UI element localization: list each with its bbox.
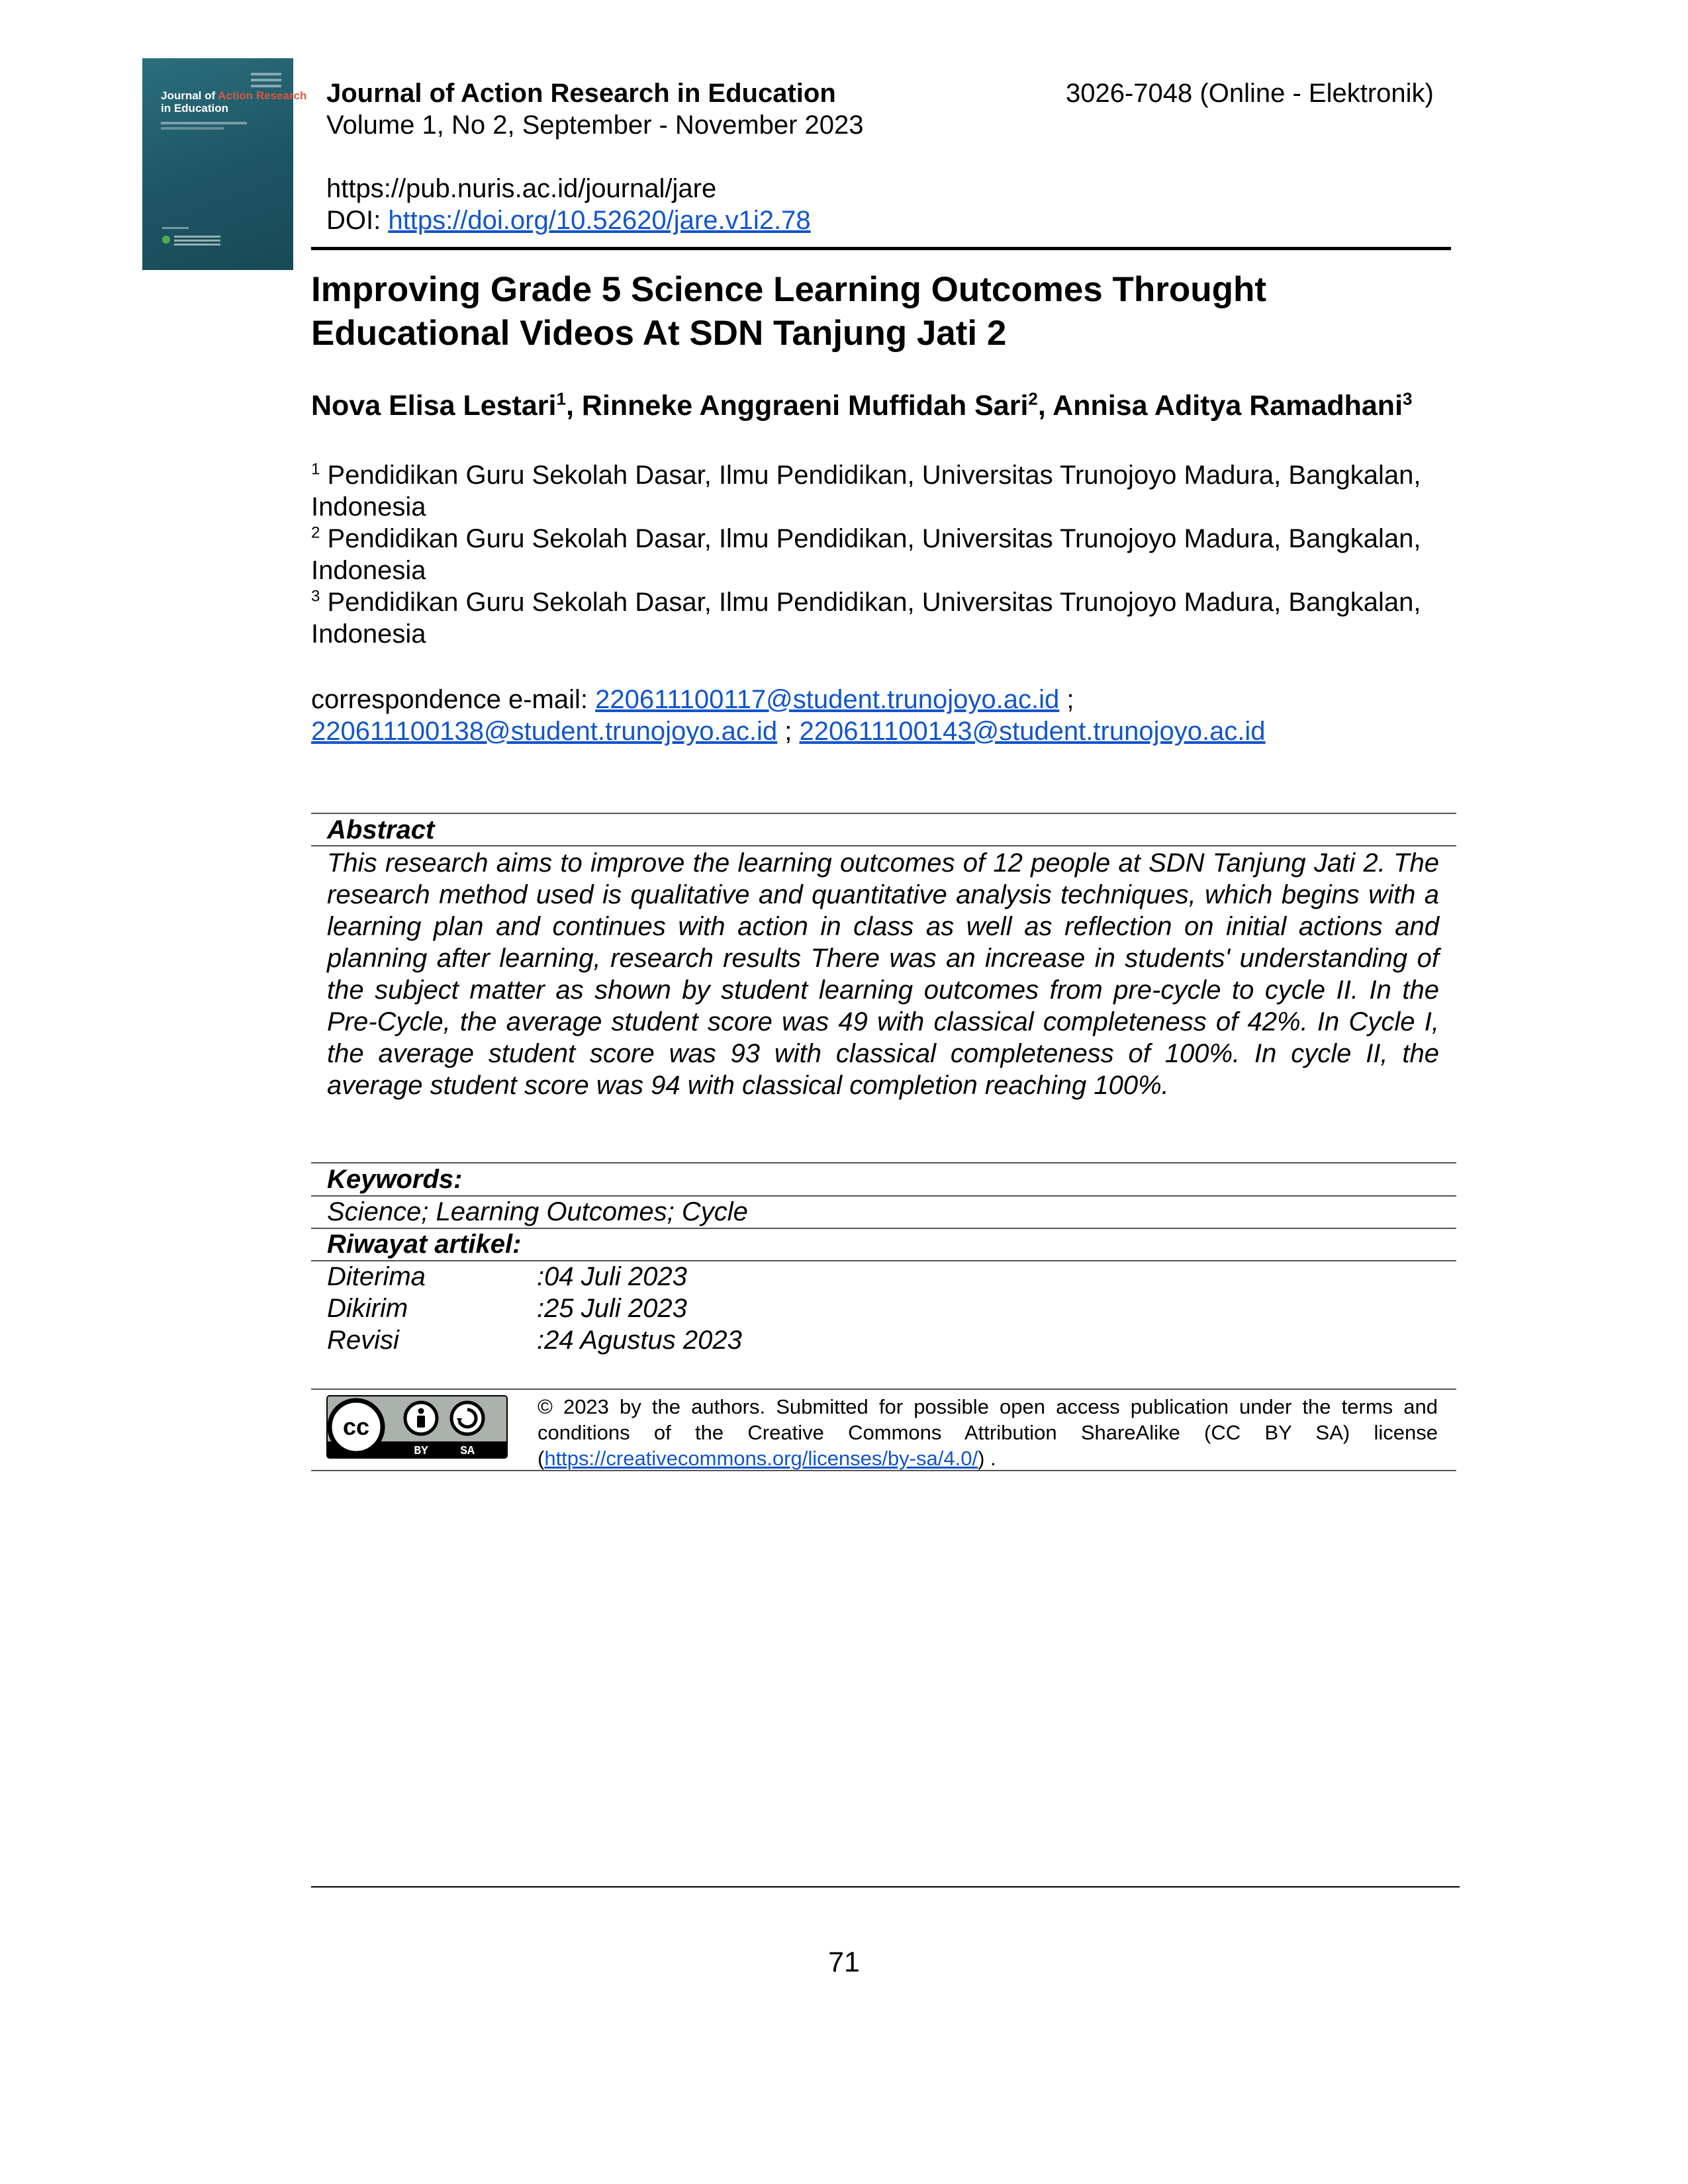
keywords-top-rule — [311, 1162, 1456, 1163]
email-separator: ; — [1059, 685, 1074, 714]
affiliation-item: $^1$ Pendidikan Guru Sekolah Dasar, Ilmu Pendidikan, Universitas Trunojoyo Madura, Bangkalan, Indonesia — [311, 460, 1421, 522]
article-title: Improving Grade 5 Science Learning Outcomes Throught Educational Videos At SDN Tanjung Jati 2 — [311, 270, 1267, 353]
history-label: Dikirim — [327, 1294, 408, 1323]
abstract-text: This research aims to improve the learning outcomes of 12 people at SDN Tanjung Jati 2. The research method used is qualitative and quantitative analysis techniques, which begins with a learning plan and continues with action in class as well as reflection on initial actions and planning after learning, research results There was an increase in students' understanding of the subject matter as shown by student learning outcomes from pre-cycle to cycle II. In the Pre-Cycle, the average student score was 49 with classical completeness of 42%. In Cycle I, the average student score was 93 with classical completeness of 100%. In cycle II, the average student score was 94 with classical completion reaching 100%. — [327, 848, 1439, 1100]
email-link[interactable]: 220611100117@student.trunojoyo.ac.id — [595, 685, 1060, 714]
correspondence — [311, 684, 1450, 747]
cover-title-line1: Journal of Action Research — [161, 89, 307, 102]
cover-publisher-lines — [174, 236, 220, 248]
email-link[interactable]: 220611100143@student.trunojoyo.ac.id — [799, 717, 1266, 746]
journal-url: https://pub.nuris.ac.id/journal/jare — [326, 174, 717, 203]
abstract-top-rule — [311, 813, 1456, 814]
history-value: :24 Agustus 2023 — [537, 1326, 742, 1355]
doi-label: DOI: — [326, 206, 389, 235]
author-name: Nova Elisa Lestari — [311, 390, 557, 422]
cc-by-sa-badge-icon — [326, 1395, 508, 1459]
cover-publisher-line — [162, 227, 189, 229]
history-heading: Riwayat artikel: — [327, 1230, 522, 1259]
cc-text: cc — [342, 1413, 370, 1440]
license-link[interactable]: https://creativecommons.org/licenses/by-sa/4.0/ — [544, 1447, 978, 1470]
volume-info: Volume 1, No 2, September - November 2023 — [326, 111, 864, 140]
author-superscript: 2 — [1028, 388, 1038, 409]
affiliation-item: $^2$ Pendidikan Guru Sekolah Dasar, Ilmu Pendidikan, Universitas Trunojoyo Madura, Bangkalan, Indonesia — [311, 523, 1421, 585]
author-superscript: 1 — [556, 388, 566, 409]
sa-text: SA — [460, 1445, 475, 1458]
header-rule — [311, 247, 1451, 250]
license-bottom-rule — [311, 1470, 1456, 1471]
correspondence-label: correspondence e-mail: — [311, 685, 596, 714]
author-superscript: 3 — [1403, 388, 1413, 409]
journal-name: Journal of Action Research in Education — [326, 79, 836, 108]
history-value: :25 Juli 2023 — [537, 1294, 687, 1323]
issn: 3026-7048 (Online - Elektronik) — [1066, 79, 1434, 108]
history-value: :04 Juli 2023 — [537, 1262, 687, 1291]
footer-rule — [311, 1886, 1460, 1888]
author-name: Rinneke Anggraeni Muffidah Sari — [581, 390, 1029, 422]
cover-issn-lines — [251, 73, 281, 91]
keywords-heading: Keywords: — [327, 1165, 463, 1194]
page-number: 71 — [828, 1946, 860, 1978]
license-top-rule — [311, 1388, 1456, 1390]
doi-link[interactable]: https://doi.org/10.52620/jare.v1i2.78 — [388, 206, 811, 235]
history-heading-rule — [311, 1260, 1456, 1261]
history-label: Revisi — [327, 1326, 399, 1355]
abstract-heading-rule — [311, 845, 1456, 846]
email-separator: ; — [777, 717, 800, 746]
by-text: BY — [414, 1445, 428, 1458]
affiliations — [311, 459, 1450, 650]
cover-title-line2: in Education — [161, 102, 228, 114]
author-name: Annisa Aditya Ramadhani — [1053, 390, 1403, 422]
journal-cover-image — [142, 58, 307, 270]
doi-line — [326, 205, 811, 236]
affiliation-item: $^3$ Pendidikan Guru Sekolah Dasar, Ilmu Pendidikan, Universitas Trunojoyo Madura, Bangkalan, Indonesia — [311, 587, 1421, 649]
history-label: Diterima — [327, 1262, 426, 1291]
keywords-text: Science; Learning Outcomes; Cycle — [327, 1197, 748, 1226]
abstract-heading: Abstract — [327, 815, 435, 844]
license-text: © 2023 by the authors. Submitted for possible open access publication under the terms and conditions of the Creative Commons Attribution ShareAlike (CC BY SA) license (https://creativecommons.org/licenses/by-sa/4.0/) . — [538, 1395, 1438, 1470]
email-link[interactable]: 220611100138@student.trunojoyo.ac.id — [311, 717, 778, 746]
cover-subtitle-line — [161, 127, 224, 130]
author-list: Nova Elisa Lestari$^1$, Rinneke Anggraeni Muffidah Sari$^2$, Annisa Aditya Ramadhani$^3$ — [311, 388, 1413, 422]
cover-subtitle-line — [161, 122, 247, 124]
publisher-logo-icon — [162, 236, 170, 244]
